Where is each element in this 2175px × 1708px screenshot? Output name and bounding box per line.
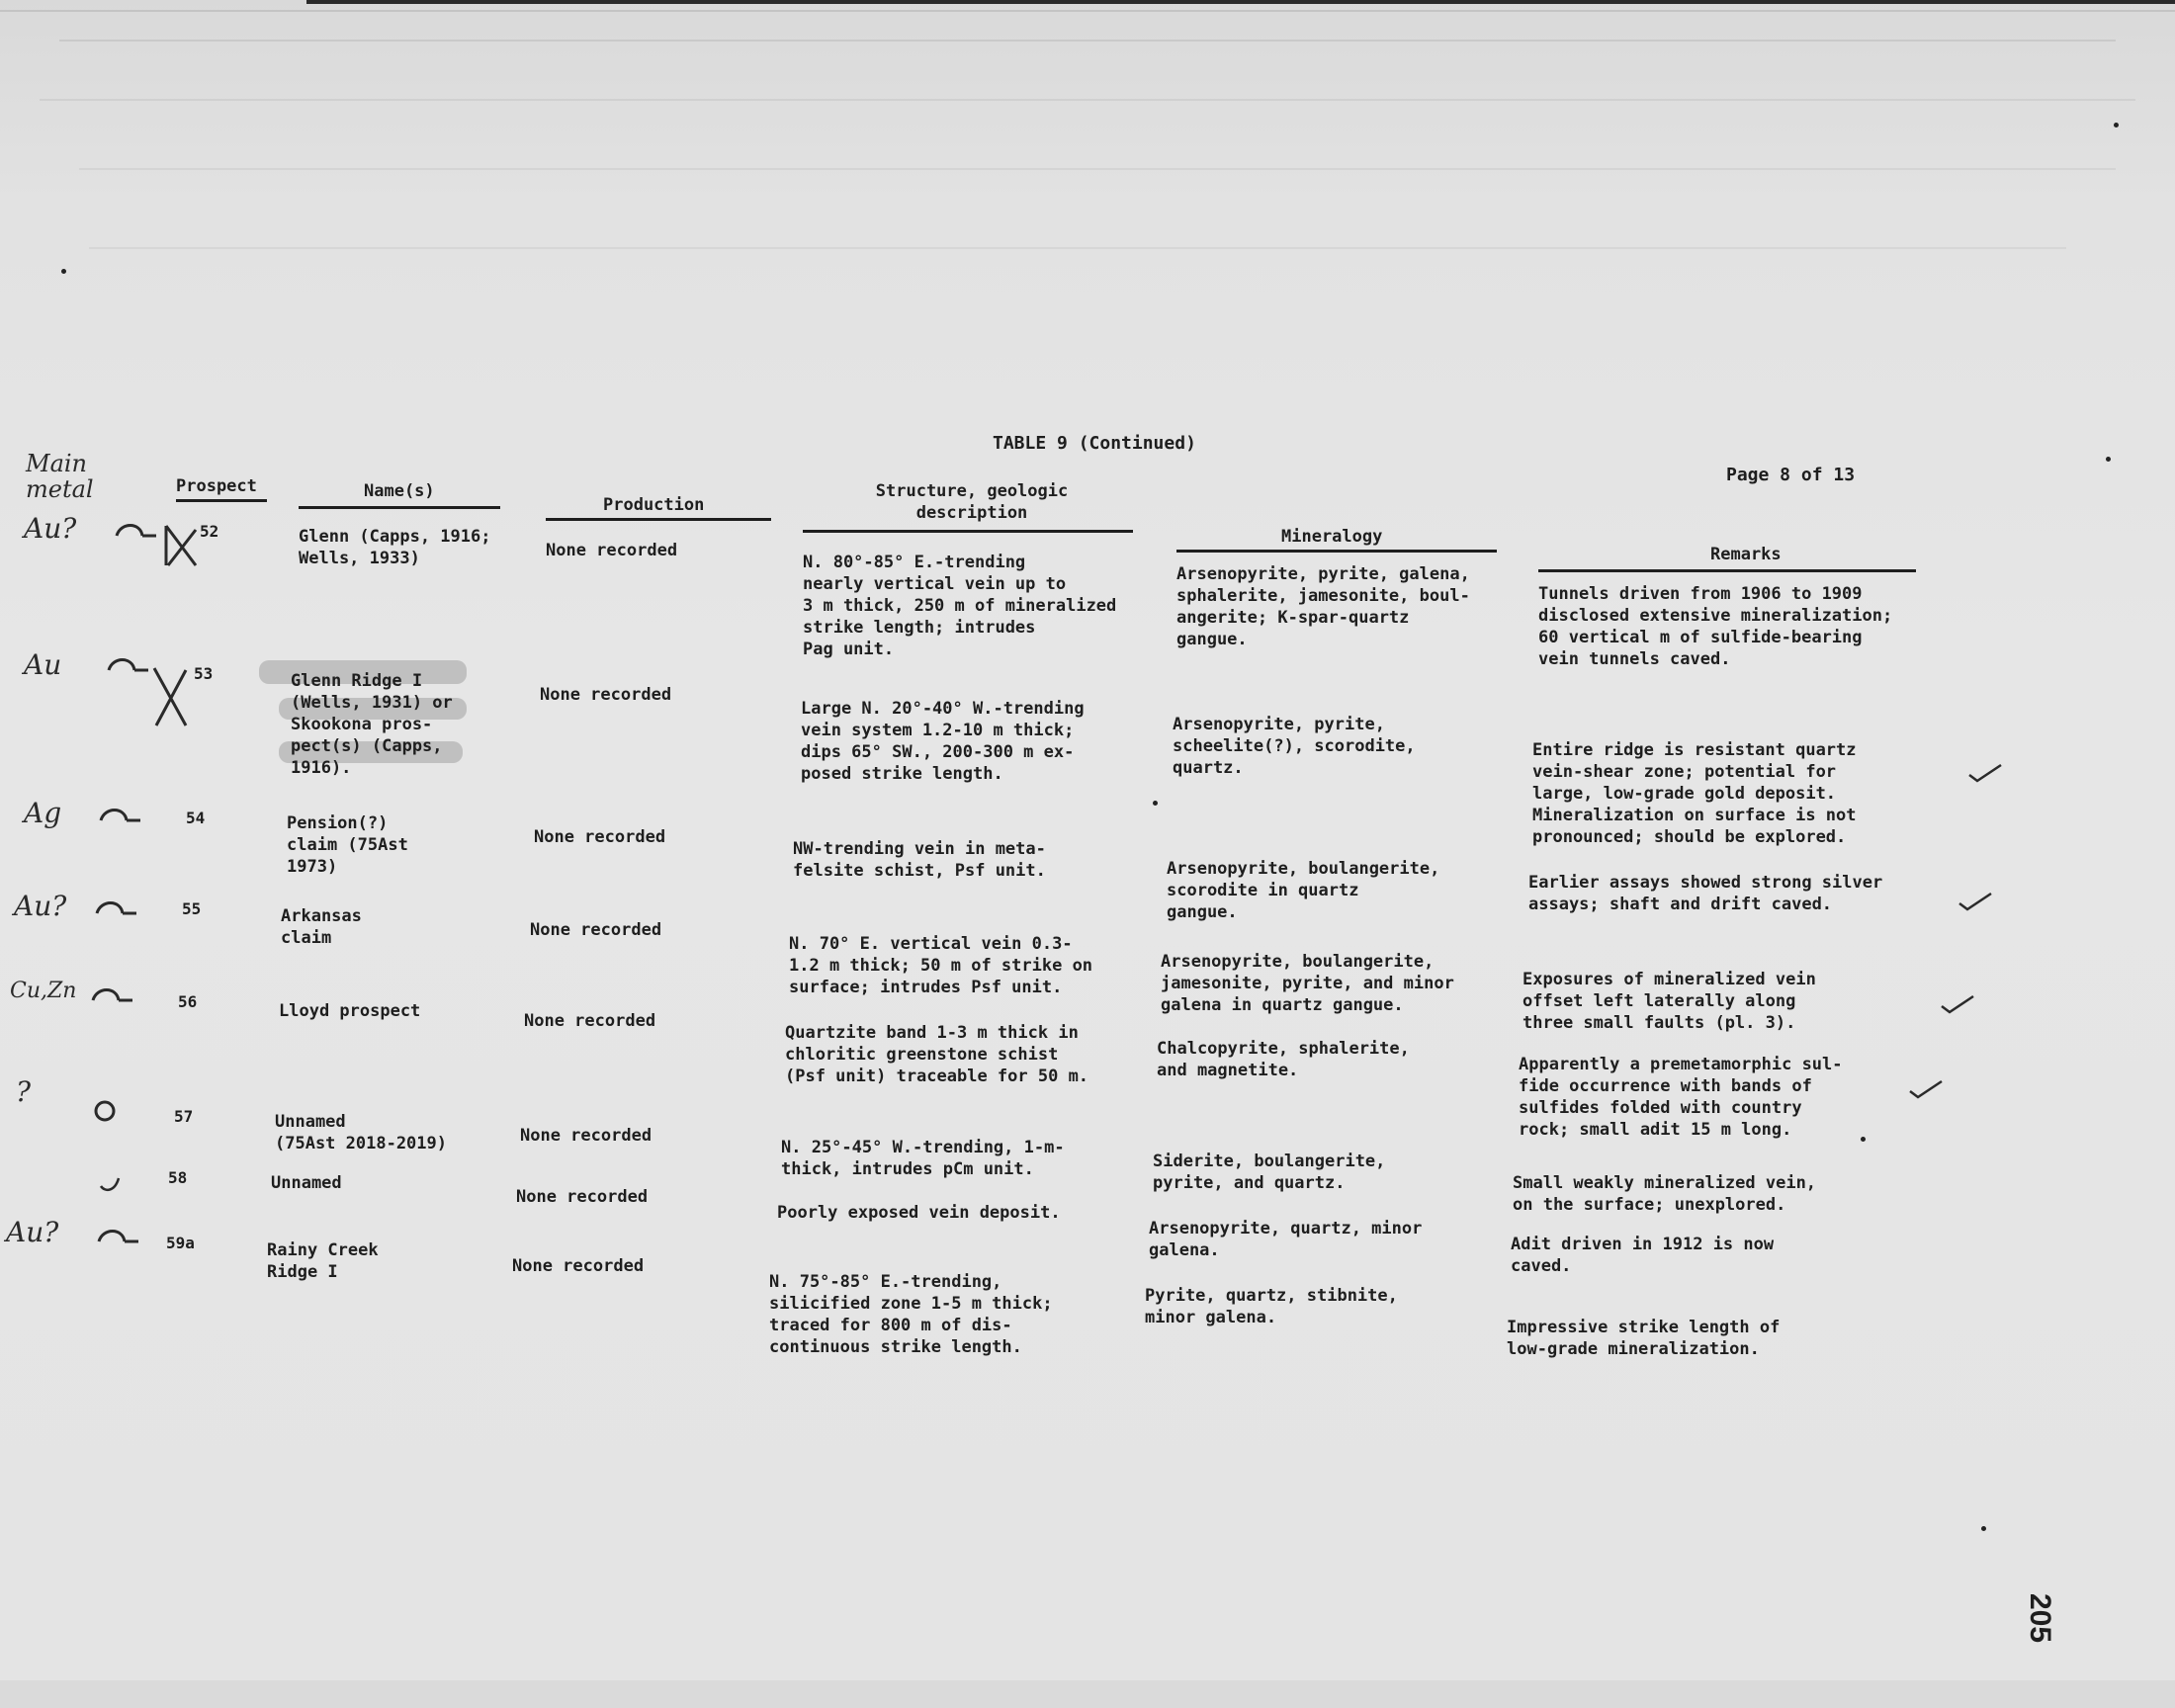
bleed-through-line [89,247,2066,249]
remarks-cell: Small weakly mineralized vein, on the surface; unexplored. [1513,1173,1817,1215]
margin-metal-note: Au? [14,890,67,922]
mineralogy-cell: Chalcopyrite, sphalerite, and magnetite. [1157,1039,1410,1080]
production-cell: None recorded [512,1256,645,1276]
bleed-through-line [79,168,2116,170]
margin-metal-note: ? [16,1075,32,1108]
scan-speck [61,269,66,274]
structure-cell: N. 70° E. vertical vein 0.3- 1.2 m thick; 50 m of strike on surface; intrudes Psf unit. [789,934,1093,997]
circle-mark-icon [93,1224,142,1259]
production-cell: None recorded [546,541,678,560]
structure-cell: Large N. 20°-40° W.-trending vein system 1.2-10 m thick; dips 65° SW., 200-300 m ex- posed strike length. [801,699,1085,784]
margin-metal-note: Au [24,648,62,681]
scan-speck [1153,801,1158,806]
margin-metal-note: Au? [24,512,77,545]
header-underline [1538,569,1916,572]
header-underline [546,518,771,521]
remarks-cell: Adit driven in 1912 is now caved. [1511,1235,1775,1276]
prospect-name: Pension(?) claim (75Ast 1973) [287,813,408,877]
mineralogy-cell: Arsenopyrite, pyrite, galena, sphalerite, jamesonite, boul- angerite; K-spar-quartz gangue. [1176,564,1470,649]
mineralogy-cell: Arsenopyrite, boulangerite, scorodite in quartz gangue. [1167,859,1440,922]
circle-mark-icon [87,982,136,1018]
remarks-cell: Entire ridge is resistant quartz vein-shear zone; potential for large, low-grade gold deposit. Mineralization on surface is not pronounced; should be explored. [1532,740,1857,847]
prospect-number: 54 [186,809,206,827]
margin-metal-note: Ag [24,797,62,829]
header-underline [803,530,1133,533]
prospect-name: Arkansas claim [281,906,362,948]
margin-metal-note: Au? [6,1216,59,1248]
top-edge-shadow [0,10,2175,12]
circle-mark-icon [95,803,144,838]
page-label: Page 8 of 13 [1726,465,1856,485]
remarks-cell: Earlier assays showed strong silver assays; shaft and drift caved. [1528,873,1883,914]
x-mark-icon [162,522,202,571]
table-title: TABLE 9 (Continued) [993,433,1196,454]
remarks-cell: Impressive strike length of low-grade mineralization. [1507,1318,1781,1359]
header-names: Name(s) [364,481,435,501]
header-underline [299,506,500,509]
prospect-number: 55 [182,899,202,918]
mineralogy-cell: Pyrite, quartz, stibnite, minor galena. [1145,1286,1398,1327]
circle-mark-icon [91,1097,121,1127]
prospect-name: Glenn (Capps, 1916; Wells, 1933) [299,527,491,568]
structure-cell: NW-trending vein in meta- felsite schist, Psf unit. [793,839,1046,881]
structure-cell: N. 80°-85° E.-trending nearly vertical vein up to 3 m thick, 250 m of mineralized strike length; intrudes Pag unit. [803,553,1117,659]
bleed-through-line [40,99,2135,101]
mineralogy-cell: Arsenopyrite, boulangerite, jamesonite, pyrite, and minor galena in quartz gangue. [1161,952,1454,1015]
mineralogy-cell: Arsenopyrite, pyrite, scheelite(?), scorodite, quartz. [1173,715,1416,778]
circle-mark-icon [111,518,160,554]
prospect-number: 57 [174,1107,194,1126]
bleed-through-line [59,40,2116,42]
scan-bottom-edge [0,1680,2175,1708]
production-cell: None recorded [534,827,666,847]
page-number: 205 [2024,1593,2056,1644]
margin-metal-note: Cu,Zn [10,979,77,1003]
header-structure: Structure, geologic description [875,481,1069,523]
prospect-number: 53 [194,664,214,683]
prospect-name: Unnamed [271,1173,342,1193]
scan-speck [2106,457,2111,462]
prospect-number: 59a [166,1234,195,1252]
prospect-name: Glenn Ridge I (Wells, 1931) or Skookona pros- pect(s) (Capps, 1916). [291,671,453,778]
remarks-cell: Apparently a premetamorphic sul- fide occurrence with bands of sulfides folded with country rock; small adit 15 m long. [1519,1055,1843,1140]
circle-mark-icon [97,1170,127,1194]
header-mineralogy: Mineralogy [1281,527,1383,547]
production-cell: None recorded [540,685,672,705]
mineralogy-cell: Arsenopyrite, quartz, minor galena. [1149,1219,1423,1260]
circle-mark-icon [103,652,152,688]
top-edge-line [306,0,2175,4]
x-mark-icon [150,664,194,729]
header-production: Production [603,495,705,515]
prospect-name: Lloyd prospect [279,1001,421,1021]
production-cell: None recorded [516,1187,649,1207]
remarks-cell: Exposures of mineralized vein offset left laterally along three small faults (pl. 3). [1522,970,1816,1033]
prospect-number: 58 [168,1168,188,1187]
structure-cell: Quartzite band 1-3 m thick in chloritic greenstone schist (Psf unit) traceable for 50 m. [785,1023,1089,1086]
structure-cell: N. 75°-85° E.-trending, silicified zone 1-5 m thick; traced for 800 m of dis- continuous strike length. [769,1272,1053,1357]
margin-note-header: Main metal [26,450,94,503]
prospect-number: 52 [200,522,219,541]
check-mark-icon [1958,890,1993,913]
prospect-name: Unnamed (75Ast 2018-2019) [275,1112,447,1153]
structure-cell: Poorly exposed vein deposit. [777,1203,1061,1223]
header-remarks: Remarks [1710,545,1782,564]
production-cell: None recorded [530,920,662,940]
scan-speck [1981,1526,1986,1531]
scan-speck [1861,1137,1866,1142]
mineralogy-cell: Siderite, boulangerite, pyrite, and quartz. [1153,1152,1386,1193]
circle-mark-icon [91,896,140,931]
header-underline [176,499,267,502]
prospect-number: 56 [178,992,198,1011]
production-cell: None recorded [524,1011,656,1031]
prospect-name: Rainy Creek Ridge I [267,1240,379,1282]
remarks-cell: Tunnels driven from 1906 to 1909 disclosed extensive mineralization; 60 vertical m of sulfide-bearing vein tunnels caved. [1538,584,1893,669]
check-mark-icon [1940,992,1975,1016]
check-mark-icon [1908,1077,1944,1101]
check-mark-icon [1967,761,2003,785]
scan-speck [2114,123,2119,128]
structure-cell: N. 25°-45° W.-trending, 1-m- thick, intrudes pCm unit. [781,1138,1065,1179]
production-cell: None recorded [520,1126,652,1146]
header-underline [1176,550,1497,553]
header-prospect: Prospect [176,476,257,496]
